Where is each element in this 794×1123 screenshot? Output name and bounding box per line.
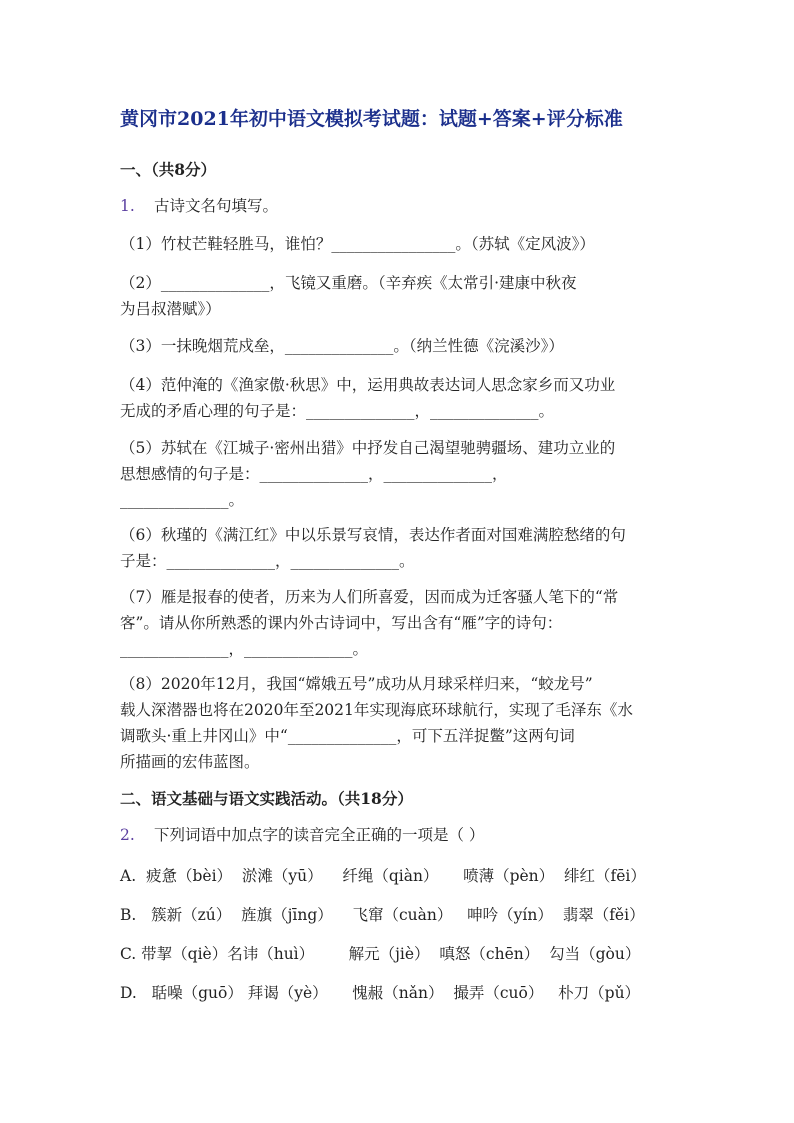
item-line: （7）雁是报春的使者，历来为人们所喜爱，因而成为迁客骚人笔下的“常 (120, 588, 619, 606)
item-line: （6）秋瑾的《满江红》中以乐景写哀情，表达作者面对国难满腔愁绪的句 (120, 526, 626, 544)
question-1-number: 1. (120, 197, 135, 215)
item-line: 为吕叔潜赋》） (120, 300, 221, 318)
question-1-item-2 (120, 270, 680, 322)
item-line: ______________。 (120, 491, 245, 509)
item-line: （1）竹杖芒鞋轻胜马，谁怕？________________。（苏轼《定风波》） (120, 235, 595, 253)
question-1-item-6 (120, 522, 680, 574)
item-line: 客”。请从你所熟悉的课内外古诗词中，写出含有“雁”字的诗句： (120, 614, 563, 632)
question-2-number: 2. (120, 826, 135, 844)
item-line: ______________，______________。 (120, 640, 369, 658)
section-1-heading: 一、（共8分） (120, 160, 217, 179)
option-c: C. 带挈（qiè）名讳（huì） 解元（jiè） 嗔怒（chēn） 勾当（gòu） (120, 945, 641, 963)
item-line: （2）______________，飞镜又重磨。（辛弃疾《太常引·建康中秋夜 (120, 274, 577, 292)
item-line: 载人深潜器也将在2020年至2021年实现海底环球航行，实现了毛泽东《水 (120, 701, 633, 719)
item-line: （8）2020年12月，我国“嫦娥五号”成功从月球采样归来，“蛟龙号” (120, 675, 593, 693)
question-1-item-5 (120, 435, 680, 513)
question-1-prompt: 古诗文名句填写。 (154, 197, 279, 215)
document-title: 黄冈市2021年初中语文模拟考试题：试题+答案+评分标准 (120, 108, 623, 130)
question-1-item-7 (120, 584, 680, 662)
question-1 (120, 193, 680, 219)
item-line: 调歌头·重上井冈山》中“______________，可下五洋捉鳖”这两句词 (120, 727, 575, 745)
item-line: （5）苏轼在《江城子·密州出猎》中抒发自己渴望驰骋疆场、建功立业的 (120, 439, 616, 457)
question-2 (120, 822, 680, 848)
question-1-item-8 (120, 671, 680, 775)
item-line: 所描画的宏伟蓝图。 (120, 753, 260, 771)
option-a: A. 疲惫（bèi） 淤滩（yū） 纤绳（qiàn） 喷薄（pèn） 绯红（fēi） (120, 867, 646, 885)
option-d: D. 聒噪（guō） 拜谒（yè） 愧赧（nǎn） 撮弄（cuō） 朴刀（pǔ） (120, 984, 641, 1002)
question-1-item-1 (120, 231, 680, 257)
item-line: （4）范仲淹的《渔家傲·秋思》中，运用典故表达词人思念家乡而又功业 (120, 376, 616, 394)
item-line: 子是：______________，______________。 (120, 552, 415, 570)
question-1-item-4 (120, 372, 680, 424)
question-1-item-3 (120, 333, 680, 359)
option-b: B. 簇新（zú） 旌旗（jīng） 飞窜（cuàn） 呻吟（yín） 翡翠（fěi） (120, 906, 645, 924)
item-line: 无成的矛盾心理的句子是：______________，______________。 (120, 402, 555, 420)
item-line: 思想感情的句子是：______________，______________， (120, 465, 508, 483)
question-2-prompt: 下列词语中加点字的读音完全正确的一项是（ ） (154, 826, 485, 844)
item-line: （3）一抹晚烟荒戍垒，______________。（纳兰性德《浣溪沙》） (120, 337, 564, 355)
section-2-heading: 二、语文基础与语文实践活动。（共18分） (120, 789, 413, 808)
